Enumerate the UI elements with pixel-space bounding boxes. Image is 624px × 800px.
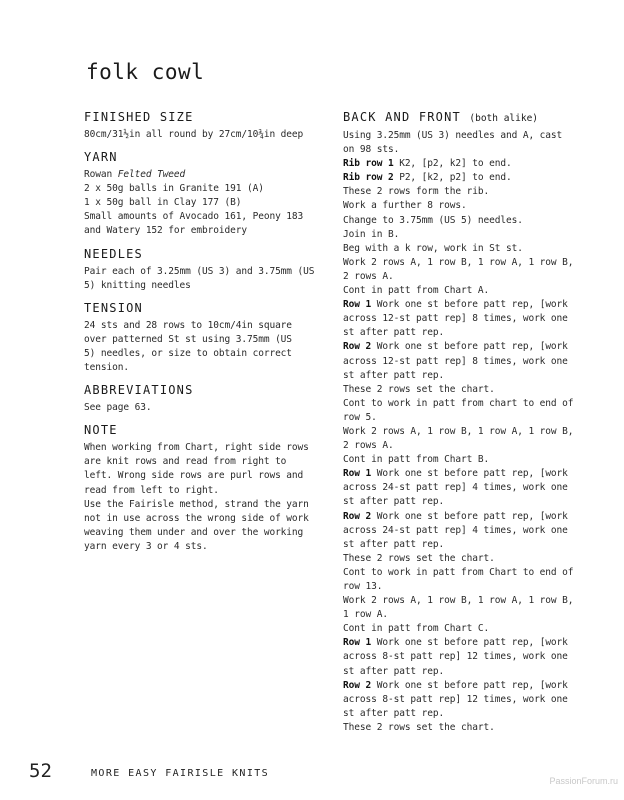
instruction-text: on 98 sts.	[343, 144, 400, 156]
yarn-product: Felted Tweed	[117, 169, 186, 181]
instruction-line	[343, 383, 595, 397]
yarn-lines	[84, 182, 336, 238]
instruction-text: Work one st before patt rep, [work	[371, 468, 568, 480]
instruction-line	[343, 199, 595, 213]
finished-size-section	[84, 110, 336, 142]
text-line: See page 63.	[84, 402, 152, 414]
text-line: are knit rows and read from right to	[84, 456, 287, 468]
instruction-text: These 2 rows form the rib.	[343, 186, 490, 198]
instruction-line	[343, 312, 595, 326]
instruction-line	[343, 650, 595, 664]
text-line: 2 x 50g balls in Granite 191 (A)	[84, 183, 264, 195]
row-label: Row 1	[343, 468, 372, 480]
text-line: Use the Fairisle method, strand the yarn	[84, 498, 309, 510]
instruction-text: row 13.	[343, 581, 383, 592]
book-title: MORE EASY FAIRISLE KNITS	[91, 768, 270, 779]
instruction-text: across 24-st patt rep] 4 times, work one	[343, 524, 568, 536]
instruction-line	[343, 214, 595, 228]
row-label: Row 1	[343, 637, 372, 649]
instruction-line	[343, 707, 595, 721]
instruction-text: Join in B.	[343, 228, 400, 240]
instructions	[343, 129, 595, 735]
instruction-text: across 8-st patt rep] 12 times, work one	[343, 651, 568, 663]
instruction-line	[343, 679, 595, 693]
instruction-line	[343, 552, 595, 566]
instruction-line	[343, 580, 595, 594]
needles-section	[84, 247, 336, 293]
footer	[29, 760, 270, 782]
instruction-line	[343, 693, 595, 707]
text-line: and Watery 152 for embroidery	[84, 225, 247, 237]
instruction-text: st after patt rep.	[343, 538, 445, 550]
instruction-text: Cont in patt from Chart B.	[343, 454, 490, 466]
text-line: 80cm/31½in all round by 27cm/10¾in deep	[84, 129, 304, 140]
row-label: Row 2	[343, 679, 372, 691]
note-section	[84, 423, 336, 554]
instruction-text: Work 2 rows A, 1 row B, 1 row A, 1 row B,	[343, 256, 574, 268]
instruction-text: across 8-st patt rep] 12 times, work one	[343, 693, 568, 705]
row-label: Rib row 2	[343, 172, 394, 184]
instruction-line	[343, 594, 595, 608]
instruction-line	[343, 270, 595, 284]
tension-heading: TENSION	[84, 300, 143, 315]
instruction-text: Using 3.25mm (US 3) needles and A, cast	[343, 130, 563, 141]
text-line: yarn every 3 or 4 sts.	[84, 540, 208, 552]
instruction-line	[343, 481, 595, 495]
abbreviations-heading: ABBREVIATIONS	[84, 383, 194, 398]
row-label: Row 1	[343, 299, 372, 311]
instruction-line	[343, 495, 595, 509]
instruction-text: Cont to work in patt from Chart to end of	[343, 566, 574, 578]
yarn-brand: Rowan	[84, 169, 113, 181]
instruction-text: 2 rows A.	[343, 270, 394, 282]
instruction-line	[343, 157, 595, 171]
text-line: read from left to right.	[84, 484, 219, 496]
text-line: 5) knitting needles	[84, 279, 191, 291]
text-line: 24 sts and 28 rows to 10cm/4in square	[84, 319, 292, 331]
text-line: over patterned St st using 3.75mm (US	[84, 333, 292, 345]
text-line: 1 x 50g ball in Clay 177 (B)	[84, 197, 242, 209]
instruction-line	[343, 185, 595, 199]
left-column	[84, 110, 336, 562]
instruction-line	[343, 411, 595, 425]
row-label: Rib row 1	[343, 158, 394, 170]
text-line: Small amounts of Avocado 161, Peony 183	[84, 211, 304, 223]
instruction-line	[343, 129, 595, 143]
instruction-text: These 2 rows set the chart.	[343, 383, 495, 395]
note-heading: NOTE	[84, 423, 118, 438]
yarn-brand-line	[84, 168, 336, 182]
instruction-text: st after patt rep.	[343, 327, 445, 339]
instruction-text: Cont to work in patt from chart to end of	[343, 397, 574, 409]
instruction-line	[343, 256, 595, 270]
yarn-heading: YARN	[84, 150, 118, 165]
instruction-text: Work one st before patt rep, [work	[371, 510, 568, 522]
instruction-line	[343, 228, 595, 242]
instruction-text: Cont in patt from Chart C.	[343, 623, 490, 635]
finished-size-heading: FINISHED SIZE	[84, 110, 194, 124]
instruction-text: 1 row A.	[343, 609, 388, 621]
instruction-line	[343, 636, 595, 650]
instruction-line	[343, 467, 595, 481]
instruction-text: Work a further 8 rows.	[343, 200, 467, 212]
instruction-line	[343, 298, 595, 312]
instruction-text: Work one st before patt rep, [work	[371, 341, 568, 353]
instruction-line	[343, 326, 595, 340]
instruction-text: P2, [k2, p2] to end.	[393, 172, 512, 184]
instruction-text: Work 2 rows A, 1 row B, 1 row A, 1 row B,	[343, 425, 574, 437]
watermark: PassionForum.ru	[549, 776, 618, 786]
instruction-text: Work one st before patt rep, [work	[371, 637, 568, 649]
tension-section	[84, 301, 336, 375]
instruction-line	[343, 453, 595, 467]
text-line: tension.	[84, 362, 129, 374]
page-number: 52	[29, 760, 52, 782]
right-column	[343, 110, 595, 735]
instruction-line	[343, 397, 595, 411]
instruction-line	[343, 369, 595, 383]
instruction-text: 2 rows A.	[343, 440, 394, 452]
instruction-text: st after patt rep.	[343, 369, 445, 381]
text-line: not in use across the wrong side of work	[84, 512, 309, 524]
instruction-line	[343, 171, 595, 185]
instruction-text: across 12-st patt rep] 8 times, work one	[343, 355, 568, 367]
needles-heading: NEEDLES	[84, 246, 143, 261]
instruction-text: st after patt rep.	[343, 707, 445, 719]
instruction-text: Work one st before patt rep, [work	[371, 299, 568, 311]
instruction-text: These 2 rows set the chart.	[343, 721, 495, 733]
instruction-line	[343, 524, 595, 538]
yarn-section	[84, 150, 336, 238]
instruction-line	[343, 143, 595, 157]
needles-lines	[84, 265, 336, 293]
instruction-text: st after patt rep.	[343, 665, 445, 677]
instruction-line	[343, 566, 595, 580]
instruction-line	[343, 608, 595, 622]
text-line: 5) needles, or size to obtain correct	[84, 347, 292, 359]
instruction-line	[343, 721, 595, 735]
instruction-line	[343, 425, 595, 439]
note-lines	[84, 441, 336, 554]
instruction-text: These 2 rows set the chart.	[343, 552, 495, 564]
instruction-text: Beg with a k row, work in St st.	[343, 242, 523, 254]
instruction-line	[343, 242, 595, 256]
instruction-line	[343, 510, 595, 524]
page-title: folk cowl	[86, 60, 205, 84]
tension-lines	[84, 319, 336, 375]
instruction-text: Work 2 rows A, 1 row B, 1 row A, 1 row B,	[343, 595, 574, 607]
instruction-text: row 5.	[343, 411, 377, 423]
row-label: Row 2	[343, 510, 372, 522]
instruction-text: across 24-st patt rep] 4 times, work one	[343, 482, 568, 494]
instruction-line	[343, 340, 595, 354]
abbreviations-lines	[84, 401, 336, 415]
instruction-line	[343, 355, 595, 369]
text-line: left. Wrong side rows are purl rows and	[84, 470, 304, 482]
text-line: weaving them under and over the working	[84, 526, 304, 538]
back-and-front-heading	[343, 110, 595, 126]
instruction-line	[343, 284, 595, 298]
text-line: When working from Chart, right side rows	[84, 442, 309, 454]
instruction-text: K2, [p2, k2] to end.	[393, 158, 512, 170]
row-label: Row 2	[343, 341, 372, 353]
instruction-text: Change to 3.75mm (US 5) needles.	[343, 214, 523, 226]
instruction-line	[343, 622, 595, 636]
abbreviations-section	[84, 383, 336, 415]
instruction-text: st after patt rep.	[343, 496, 445, 508]
instruction-text: Cont in patt from Chart A.	[343, 285, 490, 297]
instruction-line	[343, 439, 595, 453]
back-and-front-sub: (both alike)	[469, 113, 539, 124]
instruction-text: Work one st before patt rep, [work	[371, 679, 568, 691]
back-and-front-title: BACK AND FRONT	[343, 110, 461, 124]
instruction-text: across 12-st patt rep] 8 times, work one	[343, 313, 568, 325]
instruction-line	[343, 665, 595, 679]
instruction-line	[343, 538, 595, 552]
text-line: Pair each of 3.25mm (US 3) and 3.75mm (US	[84, 265, 315, 277]
finished-size-lines	[84, 128, 336, 142]
